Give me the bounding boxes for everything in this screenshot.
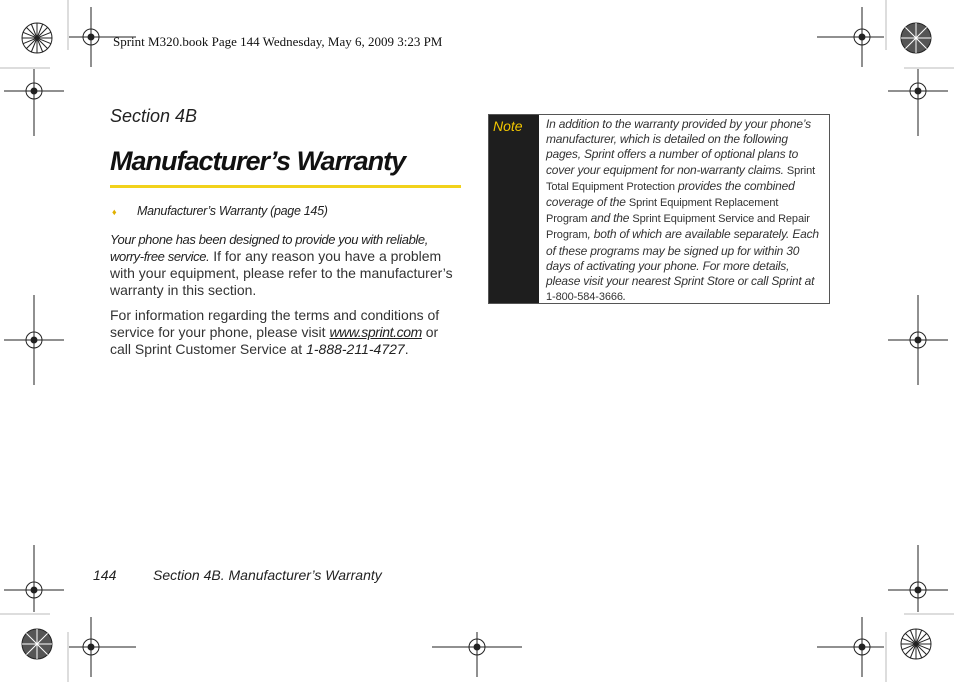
service-info-paragraph bbox=[110, 307, 462, 358]
note-label: Note bbox=[493, 118, 523, 134]
service-info-text: For information regarding the terms and conditions of service for your phone, please visit bbox=[110, 307, 440, 340]
registration-star-icon bbox=[22, 629, 52, 659]
service-info-middle: or call Sprint Customer Service at bbox=[110, 324, 439, 357]
intro-lead-text: Your phone has been designed to provide you with reliable, worry-free service. bbox=[110, 232, 428, 264]
note-plan-name: Sprint Equipment Replacement Program bbox=[546, 197, 779, 226]
note-plan-name: Sprint Equipment Service and Repair Program bbox=[546, 213, 810, 242]
crosshair-icon bbox=[4, 545, 64, 612]
crosshair-icon bbox=[69, 617, 136, 677]
page-title: Manufacturer’s Warranty bbox=[110, 146, 406, 176]
note-box bbox=[488, 114, 830, 304]
crosshair-icon bbox=[432, 632, 522, 677]
service-info-end: . bbox=[404, 341, 409, 357]
note-text-part: . bbox=[622, 289, 627, 304]
note-plan-name: Sprint Total Equipment Protection bbox=[546, 164, 816, 193]
registration-star-icon bbox=[901, 23, 931, 53]
print-header: Sprint M320.book Page 144 Wednesday, May 6, 2009 3:23 PM bbox=[113, 34, 443, 49]
crosshair-icon bbox=[4, 69, 64, 136]
registration-star-icon bbox=[22, 23, 52, 53]
sprint-website-link[interactable]: www.sprint.com bbox=[329, 324, 422, 340]
customer-service-phone: 1-888-211-4727 bbox=[306, 341, 405, 357]
note-label-cell bbox=[489, 115, 539, 303]
footer-page-number: 144 bbox=[93, 567, 117, 583]
crosshair-icon bbox=[888, 545, 948, 612]
crosshair-icon bbox=[888, 69, 948, 136]
diamond-bullet-icon: ♦ bbox=[112, 207, 117, 217]
title-rule bbox=[110, 185, 461, 188]
note-text-part: , both of which are available separately. Each of these programs may be signed up for within 30 days of activating your phone. For more details, please visit your nearest Sprint Store or call Sprint at bbox=[546, 227, 819, 289]
section-label: Section 4B bbox=[110, 106, 198, 126]
crosshair-icon bbox=[888, 295, 948, 385]
toc-link-manufacturers-warranty[interactable]: Manufacturer’s Warranty (page 145) bbox=[137, 204, 328, 218]
note-phone-number: 1-800-584-3666 bbox=[546, 291, 623, 304]
note-text-part: In addition to the warranty provided by your phone’s manufacturer, which is detailed on the following pages, Sprint offers a number of optional plans to cover your equipment for non-warranty claims. bbox=[546, 117, 811, 177]
note-text-part: provides the combined coverage of the bbox=[546, 178, 795, 210]
crosshair-icon bbox=[817, 617, 884, 677]
crosshair-icon bbox=[4, 295, 64, 385]
note-text-part: and the bbox=[587, 211, 633, 226]
crosshair-icon bbox=[817, 7, 884, 67]
registration-star-icon bbox=[901, 629, 931, 659]
note-text bbox=[539, 115, 829, 303]
footer-section-title: Section 4B. Manufacturer’s Warranty bbox=[153, 567, 382, 583]
intro-paragraph bbox=[110, 231, 462, 299]
intro-rest-text: If for any reason you have a problem with your equipment, please refer to the manufacturer’s warranty in this section. bbox=[110, 248, 453, 298]
